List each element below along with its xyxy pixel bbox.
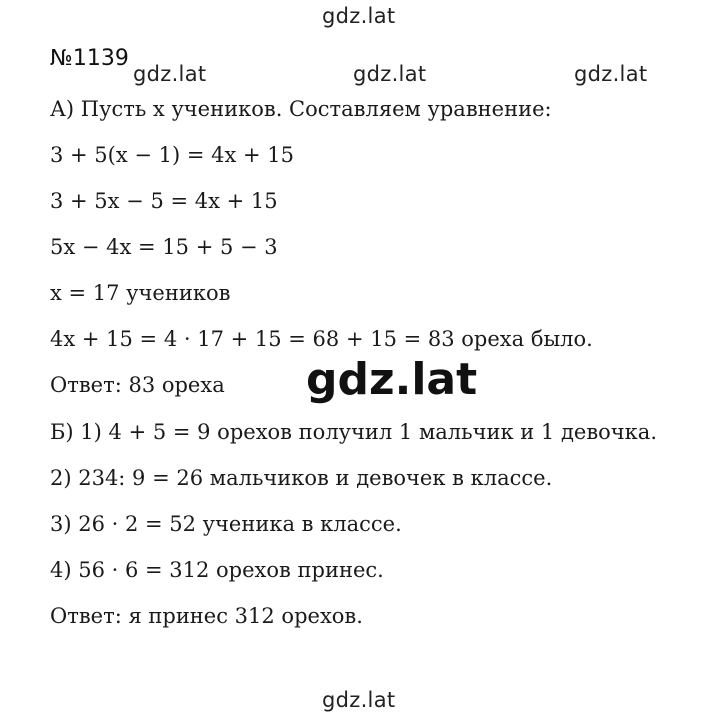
answer-line: Ответ: я принес 312 орехов. (50, 604, 363, 628)
solution-line: А) Пусть x учеников. Составляем уравнение: (50, 97, 552, 121)
watermark-row-1: gdz.lat (133, 62, 207, 86)
solution-line: 2) 234: 9 = 26 мальчиков и девочек в классе. (50, 466, 553, 490)
solution-line: 3) 26 · 2 = 52 ученика в классе. (50, 512, 402, 536)
watermark-top: gdz.lat (322, 4, 396, 28)
solution-line: x = 17 учеников (50, 281, 231, 305)
solution-line: 4) 56 · 6 = 312 орехов принес. (50, 558, 384, 582)
solution-line: Б) 1) 4 + 5 = 9 орехов получил 1 мальчик и 1 девочка. (50, 420, 657, 444)
watermark-bottom: gdz.lat (322, 688, 396, 712)
watermark-center: gdz.lat (306, 354, 478, 405)
solution-line: 3 + 5x − 5 = 4x + 15 (50, 189, 278, 213)
answer-line: Ответ: 83 ореха (50, 373, 225, 397)
problem-number: №1139 (50, 46, 129, 71)
solution-line: 4x + 15 = 4 · 17 + 15 = 68 + 15 = 83 ореха было. (50, 327, 593, 351)
solution-line: 3 + 5(x − 1) = 4x + 15 (50, 143, 295, 167)
solution-line: 5x − 4x = 15 + 5 − 3 (50, 235, 278, 259)
watermark-row-2: gdz.lat (353, 62, 427, 86)
watermark-row-3: gdz.lat (574, 62, 648, 86)
